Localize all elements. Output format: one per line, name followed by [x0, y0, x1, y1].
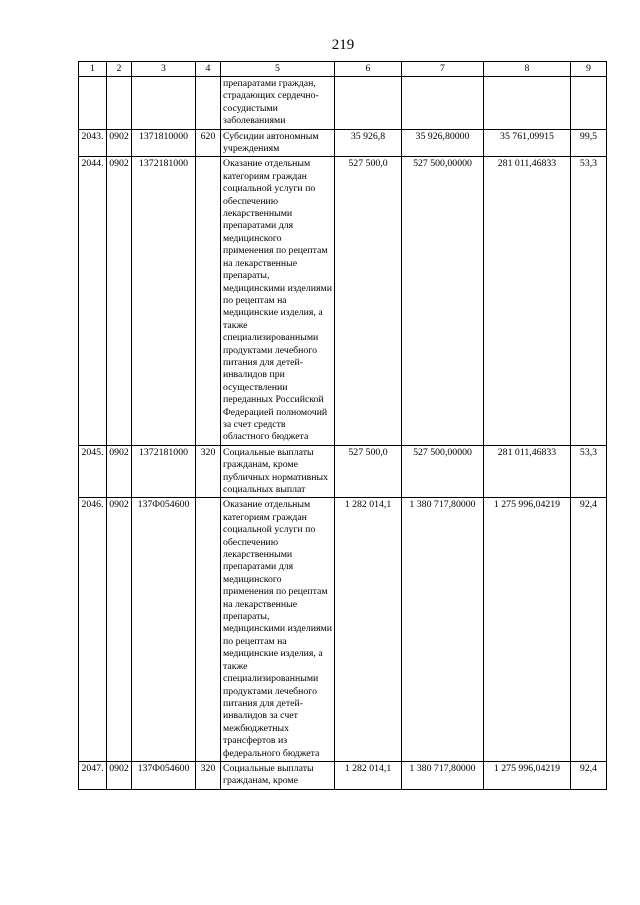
section-code — [107, 77, 132, 130]
column-number: 5 — [221, 62, 335, 77]
budget-table — [78, 61, 607, 790]
executed-amount: 35 761,09915 — [484, 129, 571, 157]
column-number: 3 — [132, 62, 196, 77]
section-code: 0902 — [107, 761, 132, 789]
row-number: 2045. — [79, 445, 107, 498]
expense-type: 320 — [196, 761, 221, 789]
page-number: 219 — [331, 37, 355, 53]
row-description: Социальные выплаты гражданам, кроме публичных нормативных социальных выплат — [221, 445, 335, 498]
planned-amount: 1 380 717,80000 — [402, 761, 484, 789]
target-code: 1371810000 — [132, 129, 196, 157]
planned-amount: 527 500,00000 — [402, 445, 484, 498]
table-row — [79, 498, 607, 762]
row-number — [79, 77, 107, 130]
approved-amount: 1 282 014,1 — [335, 498, 402, 762]
expense-type — [196, 77, 221, 130]
execution-percent: 92,4 — [571, 761, 607, 789]
target-code: 137Ф054600 — [132, 761, 196, 789]
executed-amount: 281 011,46833 — [484, 445, 571, 498]
expense-type: 320 — [196, 445, 221, 498]
planned-amount — [402, 77, 484, 130]
row-description: Оказание отдельным категориям граждан социальной услуги по обеспечению лекарственными препаратами для медицинского применения по рецептам на лекарственные препараты, медицинскими изделиями по рецептам на медицинские изделия, а также специализированными продуктами лечебного питания для детей-инвалидов за счет межбюджетных трансфертов из федерального бюджета — [221, 498, 335, 762]
executed-amount: 1 275 996,04219 — [484, 761, 571, 789]
planned-amount: 527 500,00000 — [402, 157, 484, 445]
table-row — [79, 129, 607, 157]
target-code: 137Ф054600 — [132, 498, 196, 762]
approved-amount: 1 282 014,1 — [335, 761, 402, 789]
column-number: 1 — [79, 62, 107, 77]
executed-amount: 1 275 996,04219 — [484, 498, 571, 762]
execution-percent: 53,3 — [571, 157, 607, 445]
section-code: 0902 — [107, 498, 132, 762]
section-code: 0902 — [107, 157, 132, 445]
column-number-row — [79, 62, 607, 77]
row-description: Социальные выплаты гражданам, кроме — [221, 761, 335, 789]
executed-amount — [484, 77, 571, 130]
table-row — [79, 445, 607, 498]
table-row — [79, 77, 607, 130]
approved-amount: 527 500,0 — [335, 157, 402, 445]
target-code — [132, 77, 196, 130]
row-description: Оказание отдельным категориям граждан социальной услуги по обеспечению лекарственными препаратами для медицинского применения по рецептам на лекарственные препараты, медицинскими изделиями по рецептам на медицинские изделия, а также специализированными продуктами лечебного питания для детей-инвалидов при осуществлении переданных Российской Федерацией полномочий за счет средств областного бюджета — [221, 157, 335, 445]
table-row — [79, 157, 607, 445]
execution-percent: 99,5 — [571, 129, 607, 157]
table-row — [79, 761, 607, 789]
approved-amount — [335, 77, 402, 130]
execution-percent: 53,3 — [571, 445, 607, 498]
row-number: 2047. — [79, 761, 107, 789]
row-number: 2043. — [79, 129, 107, 157]
approved-amount: 35 926,8 — [335, 129, 402, 157]
column-number: 2 — [107, 62, 132, 77]
expense-type — [196, 498, 221, 762]
row-description: Субсидии автономным учреждениям — [221, 129, 335, 157]
expense-type — [196, 157, 221, 445]
execution-percent: 92,4 — [571, 498, 607, 762]
column-number: 7 — [402, 62, 484, 77]
row-number: 2046. — [79, 498, 107, 762]
planned-amount: 1 380 717,80000 — [402, 498, 484, 762]
executed-amount: 281 011,46833 — [484, 157, 571, 445]
column-number: 9 — [571, 62, 607, 77]
planned-amount: 35 926,80000 — [402, 129, 484, 157]
section-code: 0902 — [107, 445, 132, 498]
column-number: 6 — [335, 62, 402, 77]
section-code: 0902 — [107, 129, 132, 157]
approved-amount: 527 500,0 — [335, 445, 402, 498]
execution-percent — [571, 77, 607, 130]
target-code: 1372181000 — [132, 445, 196, 498]
target-code: 1372181000 — [132, 157, 196, 445]
column-number: 8 — [484, 62, 571, 77]
column-number: 4 — [196, 62, 221, 77]
row-number: 2044. — [79, 157, 107, 445]
expense-type: 620 — [196, 129, 221, 157]
row-description: препаратами граждан, страдающих сердечно-сосудистыми заболеваниями — [221, 77, 335, 130]
